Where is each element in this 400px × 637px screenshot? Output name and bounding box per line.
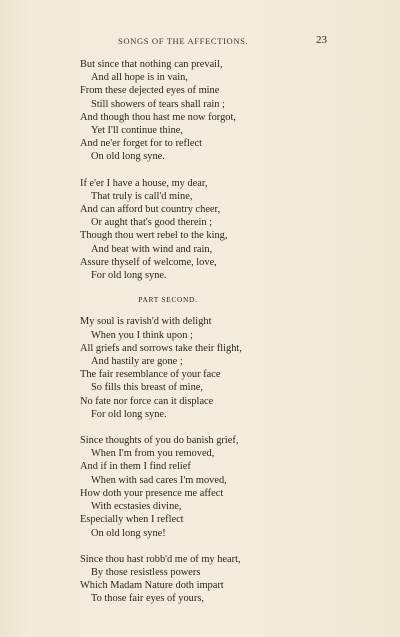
running-title: SONGS OF THE AFFECTIONS. <box>118 36 249 46</box>
verse-line: And if in them I find relief <box>80 461 191 473</box>
stanza <box>80 553 380 606</box>
verse-line: And ne'er forget for to reflect <box>80 138 202 150</box>
verse-line: Which Madam Nature doth impart <box>80 580 224 592</box>
verse-line: The fair resemblance of your face <box>80 369 221 381</box>
stanza <box>80 177 380 283</box>
verse-line: When I'm from you removed, <box>91 448 215 460</box>
verse-line: When you I think upon ; <box>91 329 193 341</box>
poem-body <box>80 58 380 619</box>
verse-line: My soul is ravish'd with delight <box>80 316 212 328</box>
stanza <box>80 58 380 164</box>
verse-line: If e'er I have a house, my dear, <box>80 177 208 189</box>
stanza <box>80 315 380 421</box>
stanza <box>80 434 380 540</box>
verse-line: On old long syne! <box>91 527 166 539</box>
verse-line: For old long syne. <box>91 408 167 420</box>
verse-line: When with sad cares I'm moved, <box>91 474 227 486</box>
page-header <box>0 36 400 50</box>
poem-part-one <box>80 58 380 282</box>
verse-line: From these dejected eyes of mine <box>80 85 220 97</box>
part-heading: PART SECOND. <box>138 295 198 305</box>
verse-line: Or aught that's good therein ; <box>91 217 213 229</box>
verse-line: Especially when I reflect <box>80 514 184 526</box>
verse-line: Since thou hast robb'd me of my heart, <box>80 553 241 565</box>
page-number: 23 <box>316 34 327 46</box>
verse-line: By those resistless powers <box>91 566 201 578</box>
verse-line: With ecstasies divine, <box>91 501 182 513</box>
verse-line: Yet I'll continue thine, <box>91 125 184 137</box>
verse-line: And beat with wind and rain, <box>91 243 213 255</box>
verse-line: And though thou hast me now forgot, <box>80 111 236 123</box>
verse-line: Assure thyself of welcome, love, <box>80 256 217 268</box>
verse-line: And all hope is in vain, <box>91 72 188 84</box>
verse-line: That truly is call'd mine, <box>91 190 193 202</box>
verse-line: And can afford but country cheer, <box>80 204 221 216</box>
verse-line: Though thou wert rebel to the king, <box>80 230 228 242</box>
verse-line: On old long syne. <box>91 151 165 163</box>
verse-line: And hastily are gone ; <box>91 356 183 368</box>
verse-line: How doth your presence me affect <box>80 487 224 499</box>
verse-line: Still showers of tears shall rain ; <box>91 98 225 110</box>
verse-line: Since thoughts of you do banish grief, <box>80 435 239 447</box>
verse-line: No fate nor force can it displace <box>80 395 214 407</box>
verse-line: To those fair eyes of yours, <box>91 593 204 605</box>
verse-line: All griefs and sorrows take their flight, <box>80 342 242 354</box>
verse-line: But since that nothing can prevail, <box>80 59 223 70</box>
poem-part-two <box>80 315 380 605</box>
verse-line: So fills this breast of mine, <box>91 382 203 394</box>
verse-line: For old long syne. <box>91 270 167 282</box>
